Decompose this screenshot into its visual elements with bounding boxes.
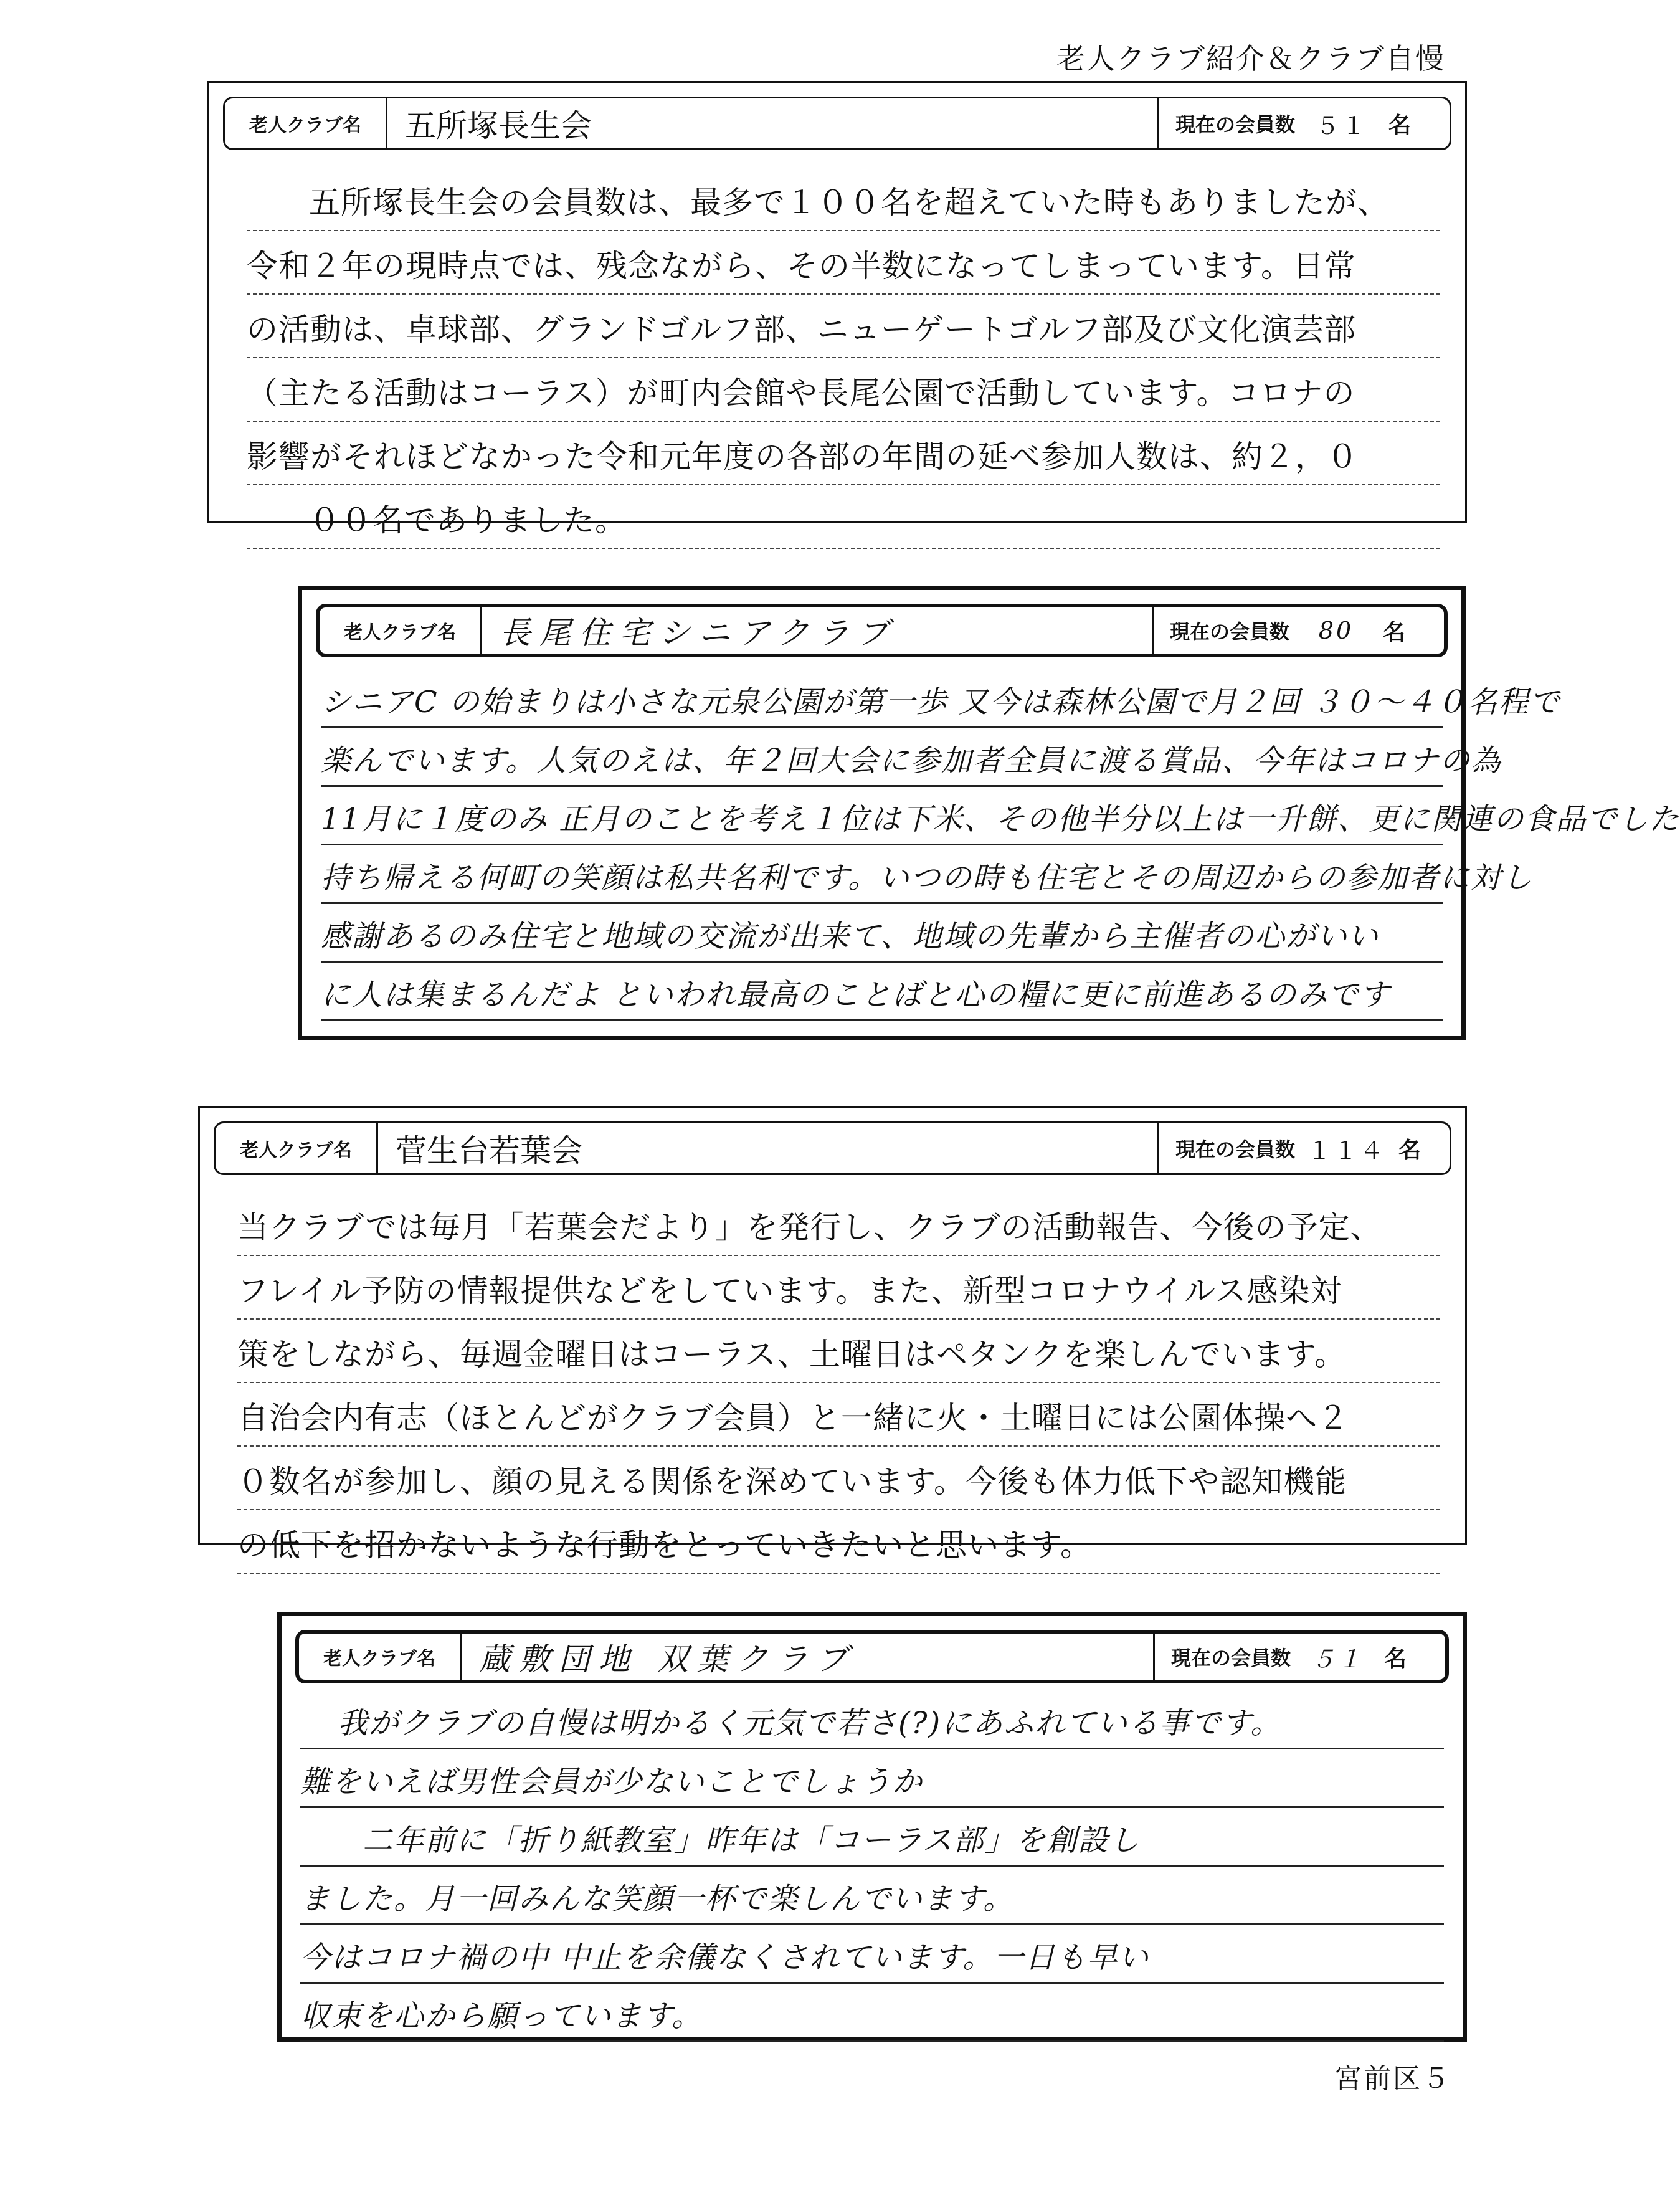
- club-name-bar: [316, 604, 1448, 657]
- description-line: シニアC の始まりは小さな元泉公園が第一歩 又今は森林公園で月２回 ３０～４０名程で: [321, 670, 1443, 728]
- member-count-value: ５１: [1311, 1645, 1364, 1673]
- description-line: 11月に１度のみ 正月のことを考え１位は下米、その他半分以上は一升餅、更に関連の食品でした: [321, 787, 1443, 845]
- description-line: 影響がそれほどなかった令和元年度の各部の年間の延べ参加人数は、約２，０: [247, 422, 1440, 485]
- club-name-bar: [223, 97, 1451, 150]
- club-name-bar: [214, 1121, 1451, 1175]
- club-name: 菅生台若葉会: [396, 1133, 582, 1169]
- member-count-unit: 名: [1384, 1645, 1407, 1672]
- description-line: 策をしながら、毎週金曜日はコーラス、土曜日はペタンクを楽しんでいます。: [237, 1320, 1440, 1383]
- club-name-label: 老人クラブ名: [320, 607, 482, 654]
- description-line: ました。月一回みんな笑顔一杯で楽しんでいます。: [300, 1867, 1444, 1925]
- description-line: 感謝あるのみ住宅と地域の交流が出来て、地域の先輩から主催者の心がいい: [321, 904, 1443, 963]
- member-count-box: [1157, 1123, 1450, 1173]
- member-count-box: [1153, 1634, 1445, 1680]
- club-card-goshozuka: [207, 81, 1467, 538]
- club-name-label: 老人クラブ名: [216, 1123, 378, 1173]
- description-line: 持ち帰える何町の笑顔は私共名利です。いつの時も住宅とその周辺からの参加者に対し: [321, 845, 1443, 904]
- club-name: 蔵敷団地 双葉クラブ: [479, 1641, 857, 1677]
- club-name-label: 老人クラブ名: [225, 98, 387, 148]
- member-count-box: [1152, 607, 1444, 654]
- member-count-label: 現在の会員数: [1171, 1646, 1291, 1670]
- description-line: の活動は、卓球部、グランドゴルフ部、ニューゲートゴルフ部及び文化演芸部: [247, 295, 1440, 358]
- description-line: 今はコロナ禍の中 中止を余儀なくされています。一日も早い: [300, 1925, 1444, 1984]
- description-line: に人は集まるんだよ といわれ最高のことばと心の糧に更に前進あるのみです: [321, 963, 1443, 1021]
- club-description: [321, 670, 1680, 1021]
- description-line: ００名でありました。: [247, 485, 1440, 549]
- description-line: （主たる活動はコーラス）が町内会館や長尾公園で活動しています。コロナの: [247, 358, 1440, 422]
- member-count-unit: 名: [1388, 112, 1412, 138]
- description-line: 二年前に「折り紙教室」昨年は「コーラス部」を創設し: [300, 1808, 1444, 1867]
- member-count-label: 現在の会員数: [1170, 620, 1290, 644]
- club-description: [300, 1691, 1444, 2042]
- club-name-label: 老人クラブ名: [299, 1634, 462, 1680]
- club-name-bar: [295, 1630, 1449, 1683]
- club-card-sugaodai-wakaba: [198, 1106, 1467, 1563]
- description-line: 当クラブでは毎月「若葉会だより」を発行し、クラブの活動報告、今後の予定、: [237, 1192, 1440, 1256]
- club-name: 長尾住宅シニアクラブ: [500, 615, 898, 651]
- page-footer-label: 宮前区５: [1334, 2063, 1451, 2095]
- page-header-title: 老人クラブ紹介＆クラブ自慢: [1056, 42, 1445, 75]
- description-line: 自治会内有志（ほとんどがクラブ会員）と一緒に火・土曜日には公園体操へ２: [237, 1383, 1440, 1447]
- member-count-label: 現在の会員数: [1175, 113, 1296, 136]
- description-line: 難をいえば男性会員が少ないことでしょうか: [300, 1749, 1444, 1808]
- member-count-label: 現在の会員数: [1175, 1138, 1296, 1161]
- member-count-box: [1157, 98, 1450, 148]
- description-line: フレイル予防の情報提供などをしています。また、新型コロナウイルス感染対: [237, 1256, 1440, 1320]
- club-name: 五所塚長生会: [405, 108, 592, 144]
- member-count-value: 80: [1318, 617, 1354, 644]
- description-line: 収束を心から願っています。: [300, 1984, 1444, 2042]
- club-card-futaba: [277, 1612, 1467, 2042]
- description-line: 楽んでいます。人気のえは、年２回大会に参加者全員に渡る賞品、今年はコロナの為: [321, 728, 1443, 787]
- club-description: [247, 168, 1440, 549]
- member-count-value: １１４: [1307, 1136, 1387, 1164]
- member-count-unit: 名: [1398, 1137, 1421, 1163]
- description-line: 五所塚長生会の会員数は、最多で１００名を超えていた時もありましたが、: [247, 168, 1440, 231]
- member-count-value: ５１: [1316, 112, 1369, 140]
- club-description: [237, 1192, 1440, 1574]
- description-line: の低下を招かないような行動をとっていきたいと思います。: [237, 1510, 1440, 1574]
- member-count-unit: 名: [1383, 619, 1406, 645]
- description-line: ０数名が参加し、顔の見える関係を深めています。今後も体力低下や認知機能: [237, 1447, 1440, 1510]
- description-line: 令和２年の現時点では、残念ながら、その半数になってしまっています。日常: [247, 231, 1440, 295]
- club-card-nagao-senior: [298, 586, 1680, 1040]
- description-line: 我がクラブの自慢は明かるく元気で若さ(?)にあふれている事です。: [300, 1691, 1444, 1749]
